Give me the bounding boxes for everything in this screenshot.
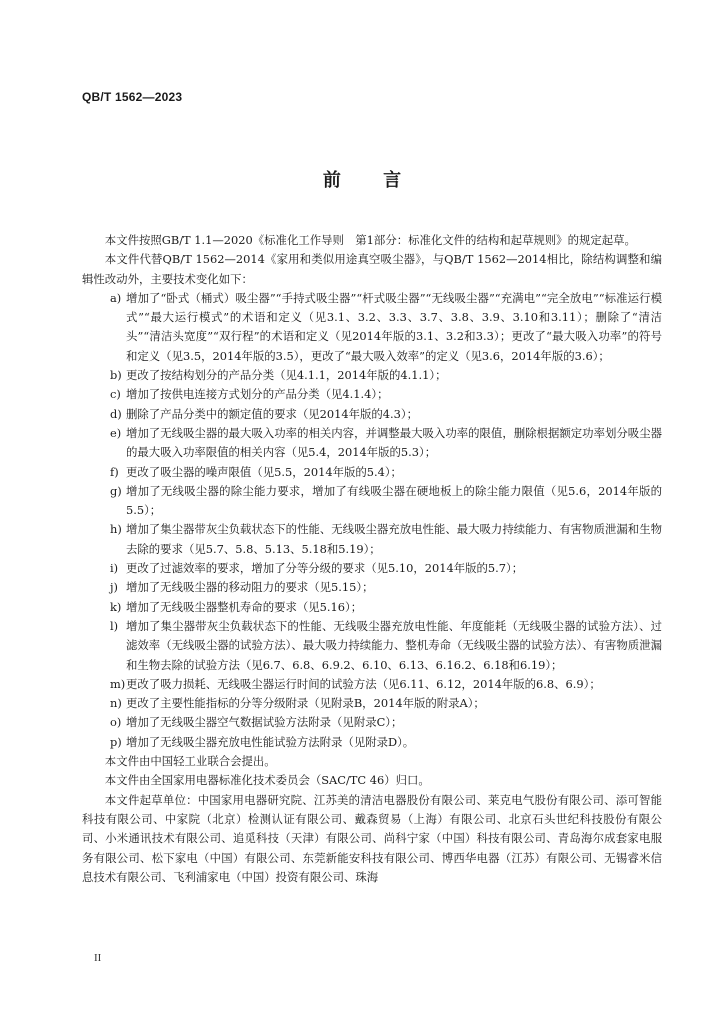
list-item-text: 增加了“卧式（桶式）吸尘器”“手持式吸尘器”“杆式吸尘器”“无线吸尘器”“充满电”“完全放电”“标准运行模式”“最大运行模式”的术语和定义（见3.1、3.2、3.3、3.7、3.8、3.9、3.10和3.11）；删除了“清洁头”“清洁头宽度”“双行程”的术语和定义（见2014年版的3.1、3.2和3.3）；更改了“最大吸入功率”的符号和定义（见3.5，2014年版的3.5），更改了“最大吸入效率”的定义（见3.6，2014年版的3.6）；: [126, 290, 662, 363]
list-item: [82, 424, 662, 463]
list-marker: m): [110, 676, 126, 691]
list-item-text: 增加了集尘器带灰尘负载状态下的性能、无线吸尘器充放电性能、年度能耗（无线吸尘器的试验方法）、过滤效率（无线吸尘器的试验方法）、最大吸力持续能力、整机寿命（无线吸尘器的试验方法）、有害物质泄漏和生物去除的试验方法（见6.7、6.8、6.9.2、6.10、6.13、6.16.2、6.18和6.19）；: [126, 618, 662, 672]
list-item: [82, 405, 662, 424]
page-number: II: [94, 952, 102, 964]
list-marker: h): [110, 522, 122, 537]
list-item: [82, 463, 662, 482]
list-marker: i): [110, 561, 119, 576]
list-item: [82, 289, 662, 366]
list-marker: f): [110, 464, 119, 479]
list-item-text: 更改了过滤效率的要求，增加了分等分级的要求（见5.10，2014年版的5.7）；: [126, 561, 524, 576]
list-marker: p): [110, 734, 122, 749]
list-marker: a): [110, 290, 122, 305]
list-item-text: 增加了集尘器带灰尘负载状态下的性能、无线吸尘器充放电性能、最大吸力持续能力、有害物质泄漏和生物去除的要求（见5.7、5.8、5.13、5.18和5.19）；: [126, 522, 662, 556]
paragraph: 本文件由全国家用电器标准化技术委员会（SAC/TC 46）归口。: [104, 773, 430, 788]
list-item: [82, 520, 662, 559]
list-marker: d): [110, 406, 122, 421]
list-item-text: 增加了无线吸尘器的移动阻力的要求（见5.15）；: [126, 580, 374, 595]
document-code-header: QB/T 1562—2023: [82, 90, 183, 104]
list-item-text: 删除了产品分类中的额定值的要求（见2014年版的4.3）；: [126, 406, 418, 421]
list-item-text: 增加了无线吸尘器充放电性能试验方法附录（见附录D）。: [126, 734, 415, 749]
list-item: [82, 578, 662, 597]
list-item-text: 增加了无线吸尘器的最大吸入功率的相关内容，并调整最大吸入功率的限值，删除根据额定功率划分吸尘器的最大吸入功率限值的相关内容（见5.4，2014年版的5.3）；: [126, 425, 662, 460]
list-item: [82, 366, 662, 385]
list-item: [82, 559, 662, 578]
list-item-text: 增加了无线吸尘器的除尘能力要求，增加了有线吸尘器在硬地板上的除尘能力限值（见5.6，2014年版的5.5）；: [126, 483, 662, 518]
list-item: [82, 733, 662, 752]
list-marker: e): [110, 425, 122, 440]
list-marker: g): [110, 483, 122, 498]
list-item: [82, 385, 662, 404]
list-item-text: 更改了按结构划分的产品分类（见4.1.1，2014年版的4.1.1）；: [126, 368, 447, 383]
list-item: [82, 482, 662, 521]
list-marker: n): [110, 696, 122, 711]
drafting-units-paragraph: 本文件起草单位：中国家用电器研究院、江苏美的清洁电器股份有限公司、莱克电气股份有限公司、添可智能科技有限公司、中家院（北京）检测认证有限公司、戴森贸易（上海）有限公司、北京石头世纪科技股份有限公司、小米通讯技术有限公司、追觅科技（天津）有限公司、尚科宁家（中国）科技有限公司、青岛海尔成套家电服务有限公司、松下家电（中国）有限公司、东莞新能安科技有限公司、博西华电器（江苏）有限公司、无锡睿米信息技术有限公司、飞利浦家电（中国）投资有限公司、珠海: [82, 792, 662, 884]
list-marker: c): [110, 387, 121, 402]
list-item-text: 增加了无线吸尘器空气数据试验方法附录（见附录C）；: [126, 715, 403, 730]
list-marker: k): [110, 599, 122, 614]
list-item: [82, 598, 662, 617]
list-item: [82, 675, 662, 694]
paragraph: 本文件由中国轻工业联合会提出。: [104, 754, 276, 769]
list-item-text: 更改了吸力损耗、无线吸尘器运行时间的试验方法（见6.11、6.12，2014年版的6.8、6.9）；: [126, 676, 601, 691]
list-item-text: 增加了无线吸尘器整机寿命的要求（见5.16）；: [126, 599, 363, 614]
list-item: [82, 694, 662, 713]
paragraph: 本文件代替QB/T 1562—2014《家用和类似用途真空吸尘器》，与QB/T 1562—2014相比，除结构调整和编辑性改动外，主要技术变化如下：: [82, 252, 662, 286]
list-marker: l): [110, 618, 119, 633]
list-marker: o): [110, 715, 122, 730]
list-item: [82, 713, 662, 732]
page-title: 前 言: [322, 170, 420, 191]
list-item: [82, 617, 662, 675]
foreword-body: [82, 231, 662, 887]
list-item-text: 增加了按供电连接方式划分的产品分类（见4.1.4）；: [126, 387, 389, 402]
list-marker: j): [110, 580, 118, 595]
paragraph: 本文件按照GB/T 1.1—2020《标准化工作导则 第1部分：标准化文件的结构和起草规则》的规定起草。: [104, 233, 636, 247]
list-item-text: 更改了吸尘器的噪声限值（见5.5，2014年版的5.4）；: [126, 464, 402, 479]
list-item-text: 更改了主要性能指标的分等分级附录（见附录B，2014年版的附录A）；: [126, 696, 485, 711]
technical-changes-list: [82, 289, 662, 752]
list-marker: b): [110, 368, 122, 383]
